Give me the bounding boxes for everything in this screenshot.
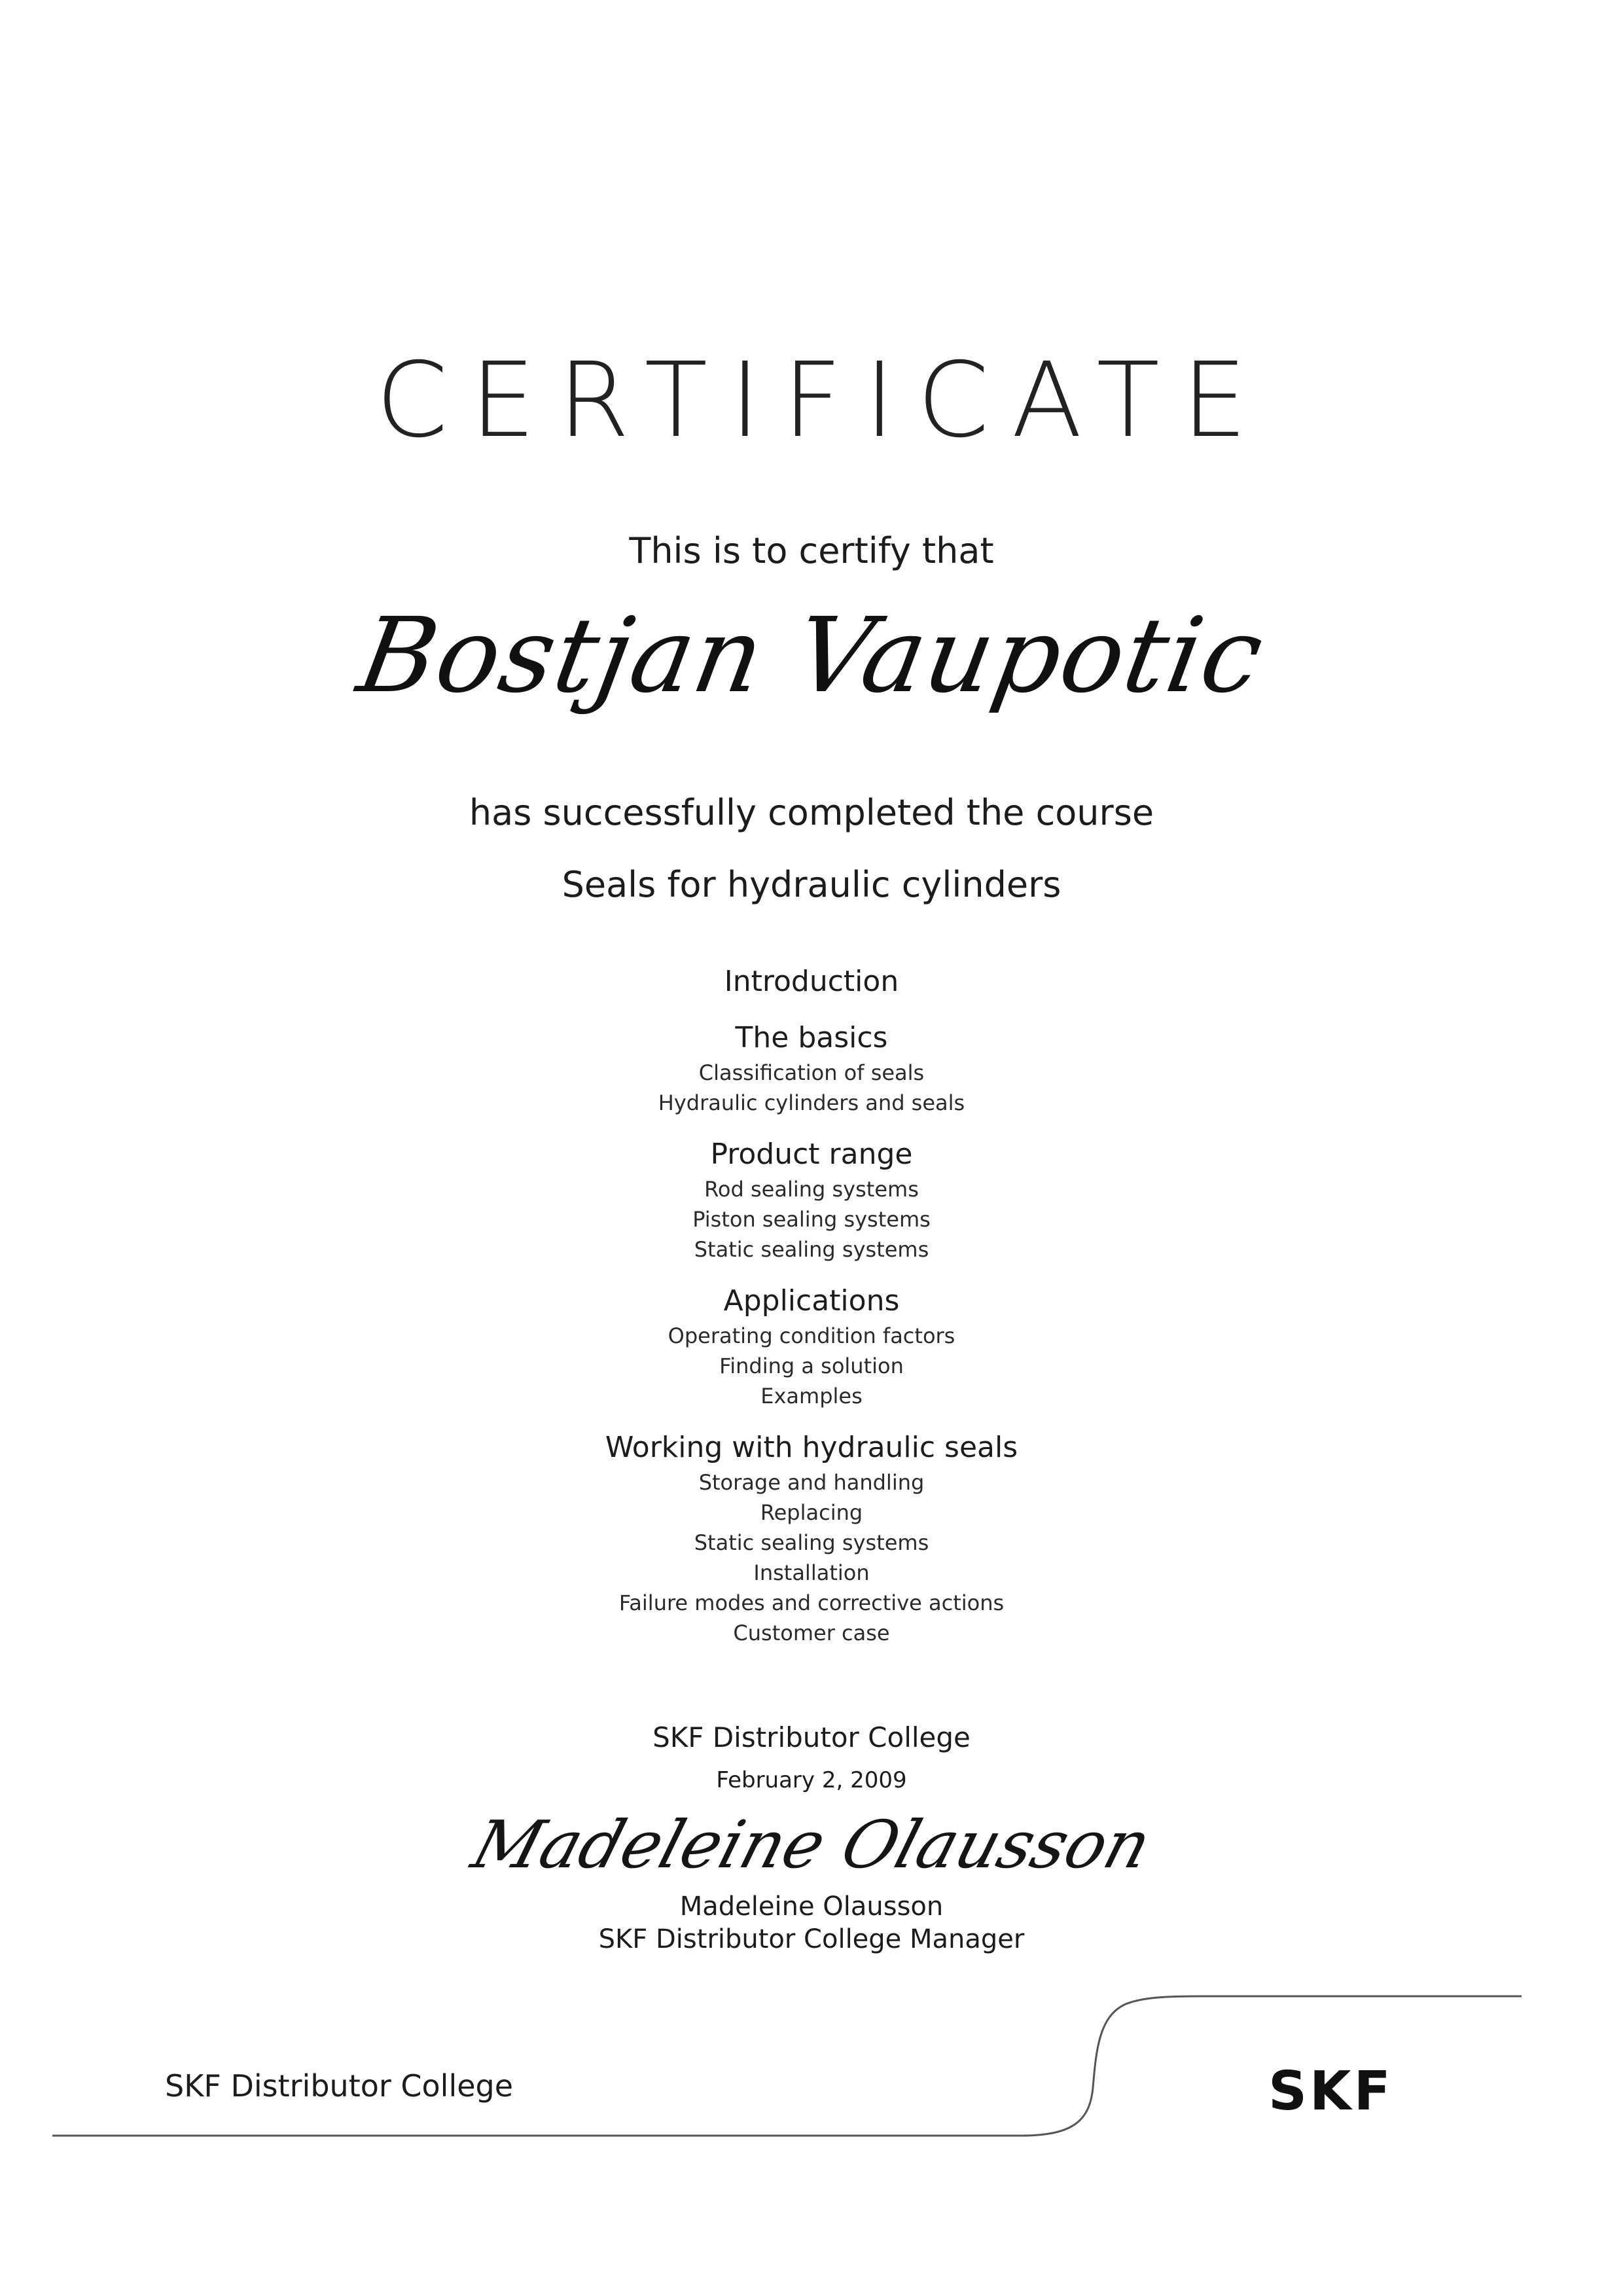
syllabus-topic: Finding a solution xyxy=(719,1354,904,1378)
syllabus-section-title: Introduction xyxy=(724,965,899,998)
syllabus-section xyxy=(0,962,1623,1001)
syllabus-section-title: Working with hydraulic seals xyxy=(605,1431,1018,1464)
skf-logo: SKF xyxy=(1268,2060,1393,2123)
completion-statement: has successfully completed the course xyxy=(469,792,1154,833)
syllabus-topic: Piston sealing systems xyxy=(692,1207,931,1232)
footer-college: SKF Distributor College xyxy=(165,2068,514,2104)
syllabus-section-title: Applications xyxy=(723,1284,900,1318)
syllabus-topic: Static sealing systems xyxy=(694,1237,929,1262)
syllabus-topic: Installation xyxy=(753,1560,870,1585)
syllabus-section xyxy=(0,1428,1623,1648)
syllabus-topic: Static sealing systems xyxy=(694,1530,929,1555)
syllabus-topic: Failure modes and corrective actions xyxy=(618,1590,1005,1615)
syllabus-section xyxy=(0,1135,1623,1265)
course-name: Seals for hydraulic cylinders xyxy=(562,864,1061,905)
syllabus-topic: Hydraulic cylinders and seals xyxy=(658,1090,965,1115)
syllabus-topic: Storage and handling xyxy=(698,1470,925,1495)
syllabus-topic: Replacing xyxy=(760,1500,863,1525)
syllabus-section-title: The basics xyxy=(735,1021,888,1054)
issue-date: February 2, 2009 xyxy=(716,1767,907,1793)
issuing-college: SKF Distributor College xyxy=(652,1721,971,1753)
syllabus-section xyxy=(0,1018,1623,1118)
syllabus-topic: Customer case xyxy=(733,1621,890,1645)
recipient-block xyxy=(0,596,1623,792)
course-syllabus xyxy=(0,962,1623,1665)
recipient-name: Bostjan Vaupotic xyxy=(350,596,1273,716)
syllabus-section-title: Product range xyxy=(710,1138,913,1171)
syllabus-topic: Classification of seals xyxy=(698,1060,925,1085)
syllabus-topic: Operating condition factors xyxy=(668,1323,955,1348)
syllabus-topic: Examples xyxy=(760,1384,863,1408)
certify-intro: This is to certify that xyxy=(629,530,994,571)
signer-name: Madeleine Olausson xyxy=(679,1892,944,1922)
signer-title: SKF Distributor College Manager xyxy=(598,1924,1025,1954)
handwritten-signature: Madeleine Olausson xyxy=(463,1806,1160,1883)
syllabus-topic: Rod sealing systems xyxy=(704,1177,919,1202)
signature-block xyxy=(0,1806,1623,1905)
certificate-title: CERTIFICATE xyxy=(376,340,1270,461)
syllabus-section xyxy=(0,1282,1623,1411)
